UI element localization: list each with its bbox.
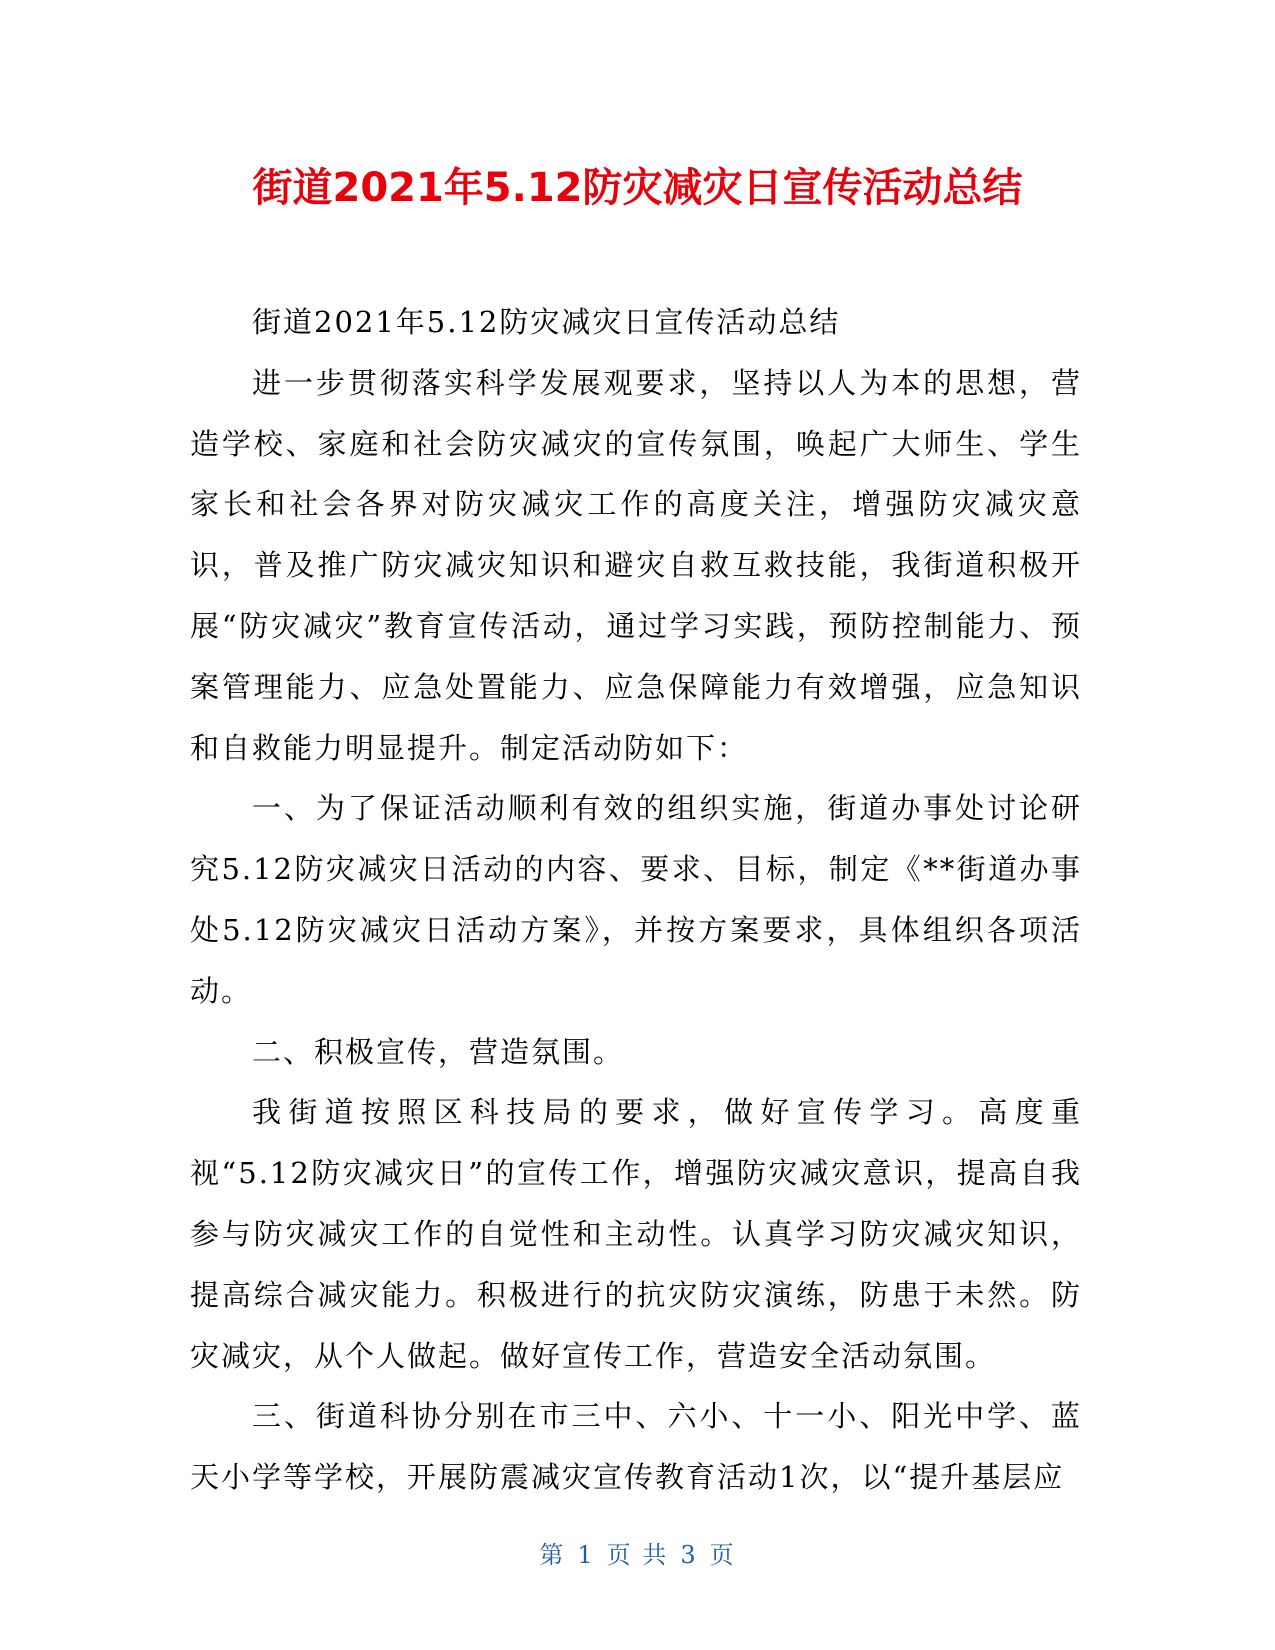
paragraph-section-2-heading: 二、积极宣传，营造氛围。 [252, 1034, 625, 1069]
footer-total-pages: 3 [680, 1541, 698, 1569]
paragraph-subtitle: 街道2021年5.12防灾减灾日宣传活动总结 [252, 305, 841, 339]
paragraph-section-2-body: 我街道按照区科技局的要求，做好宣传学习。高度重视“5.12防灾减灾日”的宣传工作，增强防灾减灾意识，提高自我参与防灾减灾工作的自觉性和主动性。认真学习防灾减灾知识，提高综合减灾能力。积极进行的抗灾防灾演练，防患于未然。防灾减灾，从个人做起。做好宣传工作，营造安全活动氛围。 [190, 1095, 1082, 1373]
paragraph-section-3: 三、街道科协分别在市三中、六小、十一小、阳光中学、蓝天小学等学校，开展防震减灾宣传教育活动1次，以“提升基层应 [190, 1399, 1082, 1495]
document-title: 街道2021年5.12防灾减灾日宣传活动总结 [252, 165, 1023, 211]
footer-suffix: 页 [709, 1541, 736, 1569]
paragraph-section-1: 一、为了保证活动顺利有效的组织实施，街道办事处讨论研究5.12防灾减灾日活动的内容、要求、目标，制定《**街道办事处5.12防灾减灾日活动方案》，并按方案要求，具体组织各项活动。 [190, 791, 1082, 1008]
page-footer [0, 1540, 1275, 1570]
footer-prefix: 第 [539, 1541, 566, 1569]
footer-current-page: 1 [577, 1541, 595, 1569]
paragraph-intro: 进一步贯彻落实科学发展观要求，坚持以人为本的思想，营造学校、家庭和社会防灾减灾的宣传氛围，唤起广大师生、学生家长和社会各界对防灾减灾工作的高度关注，增强防灾减灾意识，普及推广防灾减灾知识和避灾自救互救技能，我街道积极开展“防灾减灾”教育宣传活动，通过学习实践，预防控制能力、预案管理能力、应急处置能力、应急保障能力有效增强，应急知识和自救能力明显提升。制定活动防如下： [190, 365, 1082, 765]
document-body [190, 292, 1082, 1508]
footer-mid: 页 共 [606, 1541, 669, 1569]
